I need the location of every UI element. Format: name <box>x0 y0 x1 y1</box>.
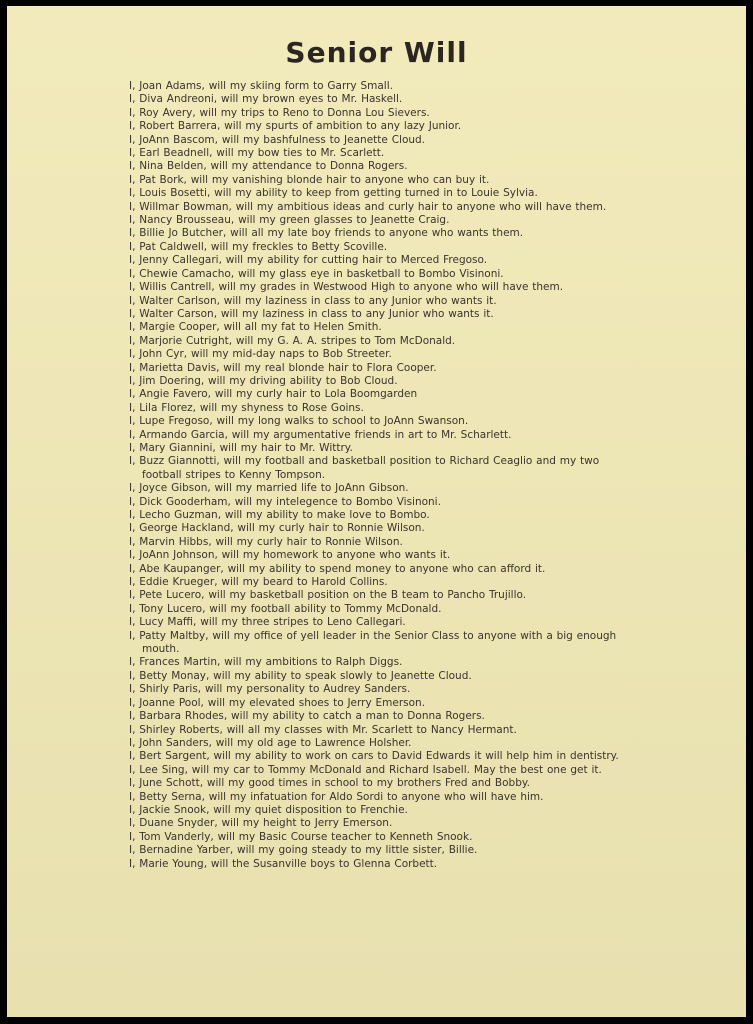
will-entry: I, Walter Carlson, will my laziness in class to any Junior who wants it. <box>129 294 497 307</box>
will-entry: I, Joanne Pool, will my elevated shoes to Jerry Emerson. <box>129 696 426 709</box>
will-entry: I, Duane Snyder, will my height to Jerry Emerson. <box>129 817 393 830</box>
will-entry: I, Louis Bosetti, will my ability to keep from getting turned in to Louie Sylvia. <box>129 187 538 200</box>
will-entry: I, John Sanders, will my old age to Lawrence Holsher. <box>129 736 412 749</box>
will-entry: I, George Hackland, will my curly hair to Ronnie Wilson. <box>129 522 425 535</box>
will-entry: I, Dick Gooderham, will my intelegence to Bombo Visinoni. <box>129 495 441 508</box>
will-entry: I, Bernadine Yarber, will my going steady to my little sister, Billie. <box>129 844 478 857</box>
will-entry: I, Shirly Paris, will my personality to Audrey Sanders. <box>129 683 411 696</box>
will-entry: I, Tom Vanderly, will my Basic Course teacher to Kenneth Snook. <box>129 830 473 843</box>
will-entry: I, Earl Beadnell, will my bow ties to Mr. Scarlett. <box>129 147 385 160</box>
will-entry: I, JoAnn Johnson, will my homework to anyone who wants it. <box>129 549 451 562</box>
will-entry: I, Patty Maltby, will my office of yell leader in the Senior Class to anyone with a big enough mouth. <box>129 629 617 656</box>
will-entry: I, Marjorie Cutright, will my G. A. A. stripes to Tom McDonald. <box>129 334 456 347</box>
will-entry: I, Jackie Snook, will my quiet disposition to Frenchie. <box>129 803 408 816</box>
will-entry: I, Roy Avery, will my trips to Reno to Donna Lou Sievers. <box>129 106 430 119</box>
will-entry: I, Billie Jo Butcher, will all my late boy friends to anyone who wants them. <box>129 227 524 240</box>
will-entry: I, Lee Sing, will my car to Tommy McDonald and Richard Isabell. May the best one get it. <box>129 763 602 776</box>
will-entry: I, Chewie Camacho, will my glass eye in basketball to Bombo Visinoni. <box>129 267 504 280</box>
will-entry: I, Marietta Davis, will my real blonde hair to Flora Cooper. <box>129 361 437 374</box>
will-entry: I, John Cyr, will my mid-day naps to Bob Streeter. <box>129 348 392 361</box>
will-entry: I, Joan Adams, will my skiing form to Garry Small. <box>129 80 393 92</box>
will-entry: I, Lupe Fregoso, will my long walks to school to JoAnn Swanson. <box>129 415 469 428</box>
will-entry: I, Lecho Guzman, will my ability to make love to Bombo. <box>129 509 430 521</box>
will-entry: I, Armando Garcia, will my argumentative friends in art to Mr. Scharlett. <box>129 428 512 441</box>
will-entry: I, Pat Bork, will my vanishing blonde hair to anyone who can buy it. <box>129 173 490 186</box>
will-entry: I, Marie Young, will the Susanville boys to Glenna Corbett. <box>129 857 438 870</box>
page-title: Senior Will <box>285 36 468 69</box>
will-entry: I, Mary Giannini, will my hair to Mr. Wittry. <box>129 441 353 454</box>
will-entry: I, Jenny Callegari, will my ability for cutting hair to Merced Fregoso. <box>129 254 488 267</box>
will-entry: I, Willis Cantrell, will my grades in Westwood High to anyone who will have them. <box>129 281 564 294</box>
will-entry: I, Betty Monay, will my ability to speak slowly to Jeanette Cloud. <box>129 669 472 682</box>
will-entry: I, Joyce Gibson, will my married life to JoAnn Gibson. <box>129 482 409 495</box>
will-entry: I, Lila Florez, will my shyness to Rose Goins. <box>129 401 364 414</box>
will-entry: I, Nancy Brousseau, will my green glasses to Jeanette Craig. <box>129 214 450 227</box>
will-entry: I, Bert Sargent, will my ability to work on cars to David Edwards it will help him in dentistry. <box>129 750 619 763</box>
will-entry: I, Jim Doering, will my driving ability to Bob Cloud. <box>129 374 398 387</box>
will-entry: I, Pat Caldwell, will my freckles to Betty Scoville. <box>129 240 388 253</box>
will-entry: I, Tony Lucero, will my football ability to Tommy McDonald. <box>129 602 442 615</box>
will-entry: I, Eddie Krueger, will my beard to Harold Collins. <box>129 576 388 589</box>
will-list <box>129 80 637 871</box>
will-entry: I, Pete Lucero, will my basketball position on the B team to Pancho Trujillo. <box>129 589 527 602</box>
will-entry: I, Betty Serna, will my infatuation for Aldo Sordi to anyone who will have him. <box>129 790 544 803</box>
page <box>7 6 746 1017</box>
will-entry: I, June Schott, will my good times in school to my brothers Fred and Bobby. <box>129 777 530 790</box>
will-entry: I, Angie Favero, will my curly hair to Lola Boomgarden <box>129 388 418 401</box>
will-entry: I, Willmar Bowman, will my ambitious ideas and curly hair to anyone who will have them. <box>129 200 607 213</box>
will-entry: I, Frances Martin, will my ambitions to Ralph Diggs. <box>129 656 403 669</box>
will-entry: I, Marvin Hibbs, will my curly hair to Ronnie Wilson. <box>129 535 403 548</box>
will-entry: I, Abe Kaupanger, will my ability to spend money to anyone who can afford it. <box>129 562 546 575</box>
will-entry: I, Robert Barrera, will my spurts of ambition to any lazy Junior. <box>129 120 462 133</box>
will-entry: I, Margie Cooper, will all my fat to Helen Smith. <box>129 321 382 334</box>
will-entry: I, Lucy Maffi, will my three stripes to Leno Callegari. <box>129 616 406 629</box>
will-entry: I, JoAnn Bascom, will my bashfulness to Jeanette Cloud. <box>129 133 426 146</box>
will-entry: I, Walter Carson, will my laziness in class to any Junior who wants it. <box>129 307 494 320</box>
will-entry: I, Shirley Roberts, will all my classes with Mr. Scarlett to Nancy Hermant. <box>129 723 517 736</box>
will-entry: I, Diva Andreoni, will my brown eyes to Mr. Haskell. <box>129 93 403 106</box>
will-entry: I, Barbara Rhodes, will my ability to catch a man to Donna Rogers. <box>129 710 485 723</box>
will-entry: I, Nina Belden, will my attendance to Donna Rogers. <box>129 160 408 173</box>
will-entry: I, Buzz Giannotti, will my football and basketball position to Richard Ceaglio and my two football stripes to Kenny Tompson. <box>129 455 600 481</box>
